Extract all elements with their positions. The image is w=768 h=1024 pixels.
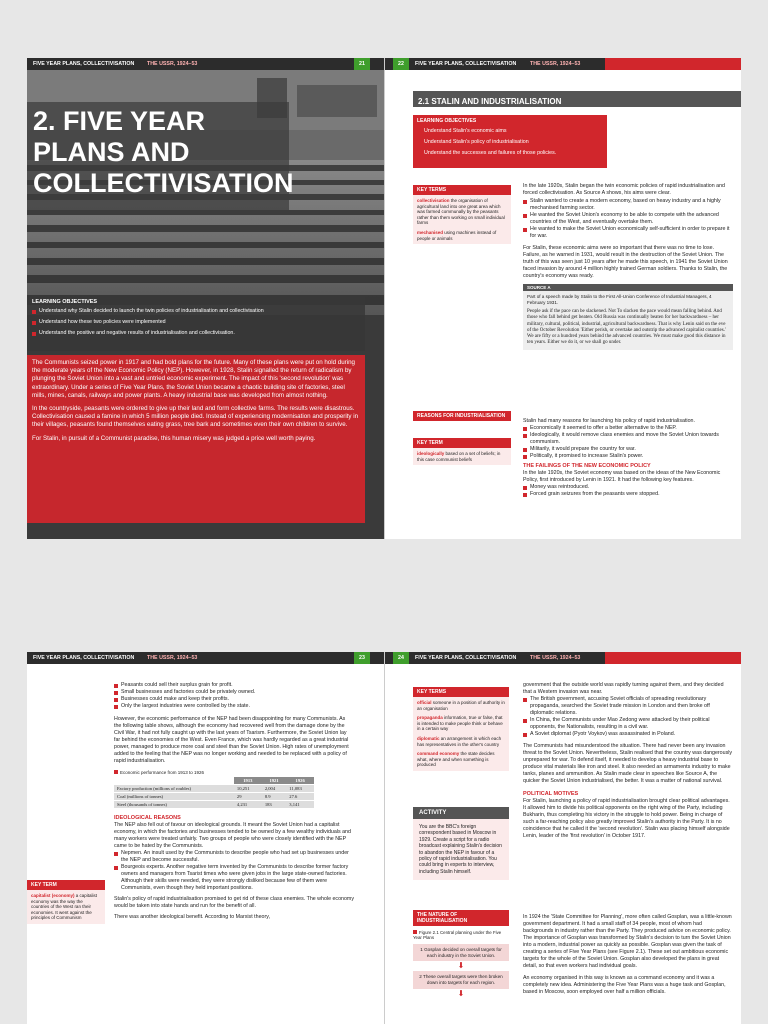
key-term-def: using machines instead of people or animals <box>417 229 497 241</box>
page-header <box>385 652 741 664</box>
nature-label: THE NATURE OF INDUSTRIALISATION <box>413 910 509 926</box>
key-term: official <box>417 700 432 705</box>
header-accent-bar <box>605 58 741 70</box>
intro-box <box>27 355 365 523</box>
lo-title: LEARNING OBJECTIVES <box>417 118 477 124</box>
activity-content <box>413 819 509 880</box>
body-paragraph: An economy organised in this way is known as a command economy and it was a completely new idea. Administering the Five Year Plans was a huge task and Gosplan, based in Moscow, soon employed over half a million officials. <box>523 975 726 995</box>
learning-objectives-box <box>27 295 365 351</box>
body-paragraph: In the late 1920s, Stalin began the twin economic policies of rapid industrialisation and forced collectivisation. As Source A shows, his aims were clear. <box>523 183 725 196</box>
objective-item: Understand Stalin's policy of industrialisation <box>417 139 603 146</box>
aim-item: He wanted to make the Soviet Union economically self-sufficient in order to prepare it for war. <box>523 226 733 240</box>
key-term-def: information, true or false, that is intended to make people think or behave in a certain way <box>417 715 503 732</box>
source-quote: People ask if the pace can be slackened. Not To slacken the pace would mean falling behind. And those who fall behind get beaten. Old Russia was continually beaten for her backwardness – her military, cultural, political, industrial, agricultural backwardness. That is why Lenin said on the eve of the October Revolution 'Either perish, or overtake and outstrip the advanced capitalist countries.' We are fifty or a hundred years behind the advanced countries. We must make good this distance in ten years. Either we do it, or we shall go under. <box>527 309 726 346</box>
section-heading: THE FAILINGS OF THE NEW ECONOMIC POLICY <box>523 463 651 469</box>
objective-item: Understand how these two policies were implemented <box>32 319 360 326</box>
chapter-title-line: PLANS AND <box>33 137 190 167</box>
table-cell: 8.9 <box>262 793 286 801</box>
intro-paragraph: In the countryside, peasants were ordered to give up their land and form collective farms. The results were disastrous. Collectivisation caused a famine in which 5 million people died. Instead of experiencing modernisation and prosperity in their villages, peasants found themselves eating grass, tree bark and sometimes even their own children to survive. <box>32 405 359 429</box>
body-paragraph: In the late 1920s, the Soviet economy was based on the ideas of the New Economic Policy, first introduced by Lenin in 1921. It had the following key features. <box>523 470 721 483</box>
page-header <box>385 58 741 70</box>
header-topic: FIVE YEAR PLANS, COLLECTIVISATION <box>33 61 135 67</box>
table-header: 1913 <box>234 777 262 785</box>
body-paragraph: However, the economic performance of the NEP had been disappointing for many Communists. As the following table shows, although the economy had recovered well from the damage done by the Civil War, it had not fully caught up with the last years of Tsarism. Furthermore, the Soviet Union lay far behind the economies of the West. Even France, which was hardly regarded as a great industrial power, managed to produce more coal and steel than the Soviet Union. High rates of unemployment added to the feeling that the NEP was no longer working and needed to be replaced with a policy of rapid industrialisation. <box>114 716 349 764</box>
reason-item: Politically, it promised to increase Stalin's power. <box>523 453 733 460</box>
main-text-column <box>114 682 354 921</box>
header-topic: FIVE YEAR PLANS, COLLECTIVISATION <box>415 655 517 661</box>
objective-item: Understand why Stalin decided to launch the twin policies of industrialisation and collectivisation <box>32 308 360 315</box>
page-24 <box>384 652 741 1024</box>
nature-box <box>413 910 509 999</box>
chapter-title-line: 2. FIVE YEAR <box>33 106 206 136</box>
reason-item: Economically it seemed to offer a better alternative to the NEP. <box>523 425 733 432</box>
body-paragraph: For Stalin, these economic aims were so important that there was no time to lose. Failure, as he warned in 1931, would result in the destruction of the Soviet Union. The truth of this was seen just 10 years after he made this speech, in 1941 the Soviet Union faced invasion by around 4 million highly trained German soldiers. Thanks to Stalin, the country's economy was ready. <box>523 245 728 279</box>
table-row <box>114 785 314 793</box>
key-term-def: someone in a position of authority in an organisation <box>417 700 505 711</box>
key-term: ideologically <box>417 451 445 456</box>
page-21 <box>27 58 384 539</box>
key-term: command economy <box>417 751 460 757</box>
header-period: THE USSR, 1924–53 <box>530 61 581 67</box>
flow-step: 1 Gosplan decided on overall targets for each industry in the Soviet Union. <box>413 944 509 962</box>
nep-item: Money was reintroduced. <box>523 484 733 491</box>
key-terms-box <box>413 687 509 771</box>
ideo-item: Bourgeois experts. Another negative term invented by the Communists to describe former factory owners and managers from Tsarist times who were given jobs in the large state-owned factories. Although their skills were needed, they were strongly disliked because few of them were Communists, even though they held important positions. <box>114 864 354 892</box>
war-item: A Soviet diplomat (Pyotr Voykov) was assassinated in Poland. <box>523 731 733 738</box>
key-term-def: the organisation of agricultural land into one great area which was farmed communally by the peasants rather than them working on small individual farms <box>417 198 505 226</box>
table-cell: 27.6 <box>286 793 314 801</box>
key-term: collectivisation <box>417 198 450 203</box>
page-22 <box>384 58 741 539</box>
reasons-column <box>523 418 733 498</box>
table-header <box>114 777 234 785</box>
key-term: capitalist (economy) <box>31 893 75 898</box>
section-heading: IDEOLOGICAL REASONS <box>114 815 181 821</box>
main-text-column <box>523 183 733 350</box>
reasons-label-box <box>413 411 511 421</box>
table-cell: 11,083 <box>286 785 314 793</box>
page-number: 23 <box>354 652 370 664</box>
nep-item: Only the largest industries were controlled by the state. <box>114 703 354 710</box>
table-cell: 4,231 <box>234 801 262 809</box>
header-topic: FIVE YEAR PLANS, COLLECTIVISATION <box>415 61 517 67</box>
table-cell: 10,251 <box>234 785 262 793</box>
table-cell: 29 <box>234 793 262 801</box>
intro-paragraph: The Communists seized power in 1917 and had bold plans for the future. Many of these plans were put on hold during the moderate years of the New Economic Policy (NEP). However, in 1928, Stalin signalled the return of radicalism by plunging the Soviet Union into a vast and untried economic experiment. The impact of this 'second revolution' was extraordinary. Under a series of Five Year Plans, the Soviet Union became a chaotic building site of factories, steel mills, mines, canals, railways and power plants. A heavy industrial base was developed from almost nothing. <box>32 359 355 399</box>
ideo-item: Nepmen. An insult used by the Communists to describe people who had set up businesses under the NEP and become successful. <box>114 850 354 864</box>
lo-title: LEARNING OBJECTIVES <box>32 299 98 305</box>
body-paragraph: The Communists had misunderstood the situation. There had never been any invasion threat to the Soviet Union. Nevertheless, Stalin realised that the country was dangerously unprepared for war. To defend itself, it needed to develop a heavy industrial base to produce vital materials like iron and steel. It also needed an armaments industry to make tanks, planes and ammunition. As Stalin made clear in speeches like Source A, the quicker the Soviet Union industrialised, the better. It was a matter of national survival. <box>523 743 733 784</box>
activity-text: You are the BBC's foreign correspondent based in Moscow in 1929. Create a script for a radio broadcast explaining Stalin's decision to abandon the NEP in favour of a policy of rapid industrialisation. You could bring in experts to interview, including Stalin himself. <box>419 824 502 875</box>
nep-item: Businesses could make and keep their profits. <box>114 696 354 703</box>
key-terms-content <box>413 195 511 244</box>
table-cell: Steel (thousands of tonnes) <box>114 801 234 809</box>
source-caption: Part of a speech made by Stalin to the First All-Union Conference of Industrial Managers, 4 February 1931. <box>527 294 712 305</box>
aim-item: He wanted the Soviet Union's economy to be able to compete with the advanced countries of the West, and eventually overtake them. <box>523 212 733 226</box>
aim-item: Stalin wanted to create a modern economy, based on heavy industry and a highly mechanised farming sector. <box>523 198 733 212</box>
war-item: The British government, accusing Soviet officials of spreading revolutionary propaganda, searched the Soviet trade mission in London and then broke off diplomatic relations. <box>523 696 733 717</box>
body-paragraph: government that the outside world was rapidly turning against them, and they decided that a Western invasion was near. <box>523 682 724 695</box>
nep-item: Forced grain seizures from the peasants were stopped. <box>523 491 733 498</box>
table-cell: Coal (millions of tonnes) <box>114 793 234 801</box>
section-heading: POLITICAL MOTIVES <box>523 791 579 797</box>
section-title: 2.1 STALIN AND INDUSTRIALISATION <box>418 97 562 106</box>
table-cell: 2,004 <box>262 785 286 793</box>
flow-arrow-icon: ⬇ <box>457 961 465 971</box>
key-terms-label: KEY TERMS <box>413 185 511 195</box>
page-number: 22 <box>393 58 409 70</box>
header-period: THE USSR, 1924–53 <box>147 655 198 661</box>
body-paragraph: The NEP also fell out of favour on ideological grounds. It meant the Soviet Union had a capitalist economy, in which the factories and businesses tended to be owned by a few wealthy individuals and many workers were treated unfairly. Two groups of people who were closely identified with the NEP came to be hated by the Communists. <box>114 822 351 849</box>
body-paragraph: In 1924 the 'State Committee for Planning', more often called Gosplan, was a little-known government department. It had a small staff of 34 people, most of whom had backgrounds in industry rather than the Party. They produced advice on economic policy. The importance of Gosplan was transformed by Stalin's decision to turn the Soviet Union into a modern, industrial power as quickly as possible. Gosplan was given the task of creating a series of Five Year Plans (see Figure 2.1). These set out ambitious economic targets for the whole of the Soviet Union. Gosplan also developed the plans in great detail, so that even workers had individual goals. <box>523 914 732 969</box>
activity-label: ACTIVITY <box>413 807 509 819</box>
objective-item: Understand the successes and failures of those policies. <box>417 150 603 157</box>
page-header <box>27 58 384 70</box>
key-terms-label: KEY TERMS <box>413 687 509 697</box>
key-term-def: based on a set of beliefs; in this case communist beliefs <box>417 451 501 462</box>
nep-item: Peasants could sell their surplus grain for profit. <box>114 682 354 689</box>
table-cell: Factory production (millions of roubles) <box>114 785 234 793</box>
figure-caption-text: Figure 2.1 Central planning under the Five Year Plans <box>413 930 502 941</box>
table-caption <box>114 770 354 775</box>
source-label: SOURCE A <box>523 284 733 291</box>
gosplan-column <box>523 914 733 996</box>
key-term: mechanised <box>417 229 444 235</box>
key-term-def: a capitalist economy was the way the countries of the West ran their economies. It went against the principles of Communism <box>31 893 98 921</box>
nep-item: Small businesses and factories could be privately owned. <box>114 689 354 696</box>
reasons-label: REASONS FOR INDUSTRIALISATION <box>413 411 511 421</box>
table-cell: 3,141 <box>286 801 314 809</box>
body-paragraph: For Stalin, launching a policy of rapid industrialisation brought clear political advantages. It allowed him to divide his political opponents on the right wing of the Party, including Bukharin, thus completing his victory in the struggle to hold power. Being in charge of such a far-reaching policy also greatly improved Stalin's authority in the Party. It is no coincidence that he called it the 'second revolution'. Stalin was placing himself alongside Lenin, leader of the 'first revolution' in October 1917. <box>523 798 730 839</box>
header-accent-bar <box>605 652 741 664</box>
key-term-box <box>27 880 105 924</box>
chapter-title-line: COLLECTIVISATION <box>33 168 294 198</box>
flow-step: 2 These overall targets were then broken down into targets for each region. <box>413 971 509 989</box>
section-title-bar <box>413 91 741 107</box>
war-item: In China, the Communists under Mao Zedong were attacked by their political opponents, the Nationalists, resulting in a civil war. <box>523 717 733 731</box>
key-term-content <box>413 448 511 465</box>
body-paragraph: Stalin had many reasons for launching his policy of rapid industrialisation. <box>523 418 695 424</box>
header-topic: FIVE YEAR PLANS, COLLECTIVISATION <box>33 655 135 661</box>
key-term-label: KEY TERM <box>27 880 105 890</box>
key-term-label: KEY TERM <box>413 438 511 448</box>
key-terms-box <box>413 185 511 244</box>
header-period: THE USSR, 1924–53 <box>147 61 198 67</box>
key-term: propaganda <box>417 715 443 721</box>
figure-caption <box>413 930 509 941</box>
source-a-box <box>523 284 733 350</box>
table-caption-text: Economic performance from 1913 to 1926 <box>120 770 205 775</box>
activity-box <box>413 807 509 880</box>
table-header: 1921 <box>262 777 286 785</box>
key-term-box <box>413 438 511 465</box>
key-terms-content <box>413 697 509 771</box>
main-text-column <box>523 682 733 840</box>
header-period: THE USSR, 1924–53 <box>530 655 581 661</box>
body-paragraph: There was another ideological benefit. According to Marxist theory, <box>114 914 270 920</box>
key-term-content <box>27 890 105 924</box>
table-cell: 183 <box>262 801 286 809</box>
key-term-def: the state decides what, where and when something is produced <box>417 751 495 768</box>
page-23 <box>27 652 384 1024</box>
page-number: 21 <box>354 58 370 70</box>
key-term-def: an arrangement in which each has representatives in the other's country <box>417 735 502 747</box>
body-paragraph: Stalin's policy of rapid industrialisation promised to get rid of these class enemies. The whole economy would be taken into state hands and run for the benefit of all. <box>114 896 354 909</box>
flow-arrow-icon: ⬇ <box>457 989 465 998</box>
learning-objectives-box <box>413 115 607 168</box>
reason-item: Ideologically, it would remove class enemies and move the Soviet Union towards communism. <box>523 432 733 446</box>
table-header: 1926 <box>286 777 314 785</box>
objective-item: Understand Stalin's economic aims <box>417 128 603 135</box>
key-term: diplomatic <box>417 735 440 741</box>
reason-item: Militarily, it would prepare the country for war. <box>523 446 733 453</box>
page-header <box>27 652 384 664</box>
table-row <box>114 801 314 809</box>
page-number: 24 <box>393 652 409 664</box>
objective-item: Understand the positive and negative results of industrialisation and collectivisation. <box>32 330 360 337</box>
economic-table <box>114 777 314 809</box>
table-row <box>114 793 314 801</box>
chapter-title-box <box>27 102 294 210</box>
intro-paragraph: For Stalin, in pursuit of a Communist paradise, this human misery was judged a price well worth paying. <box>32 434 316 442</box>
